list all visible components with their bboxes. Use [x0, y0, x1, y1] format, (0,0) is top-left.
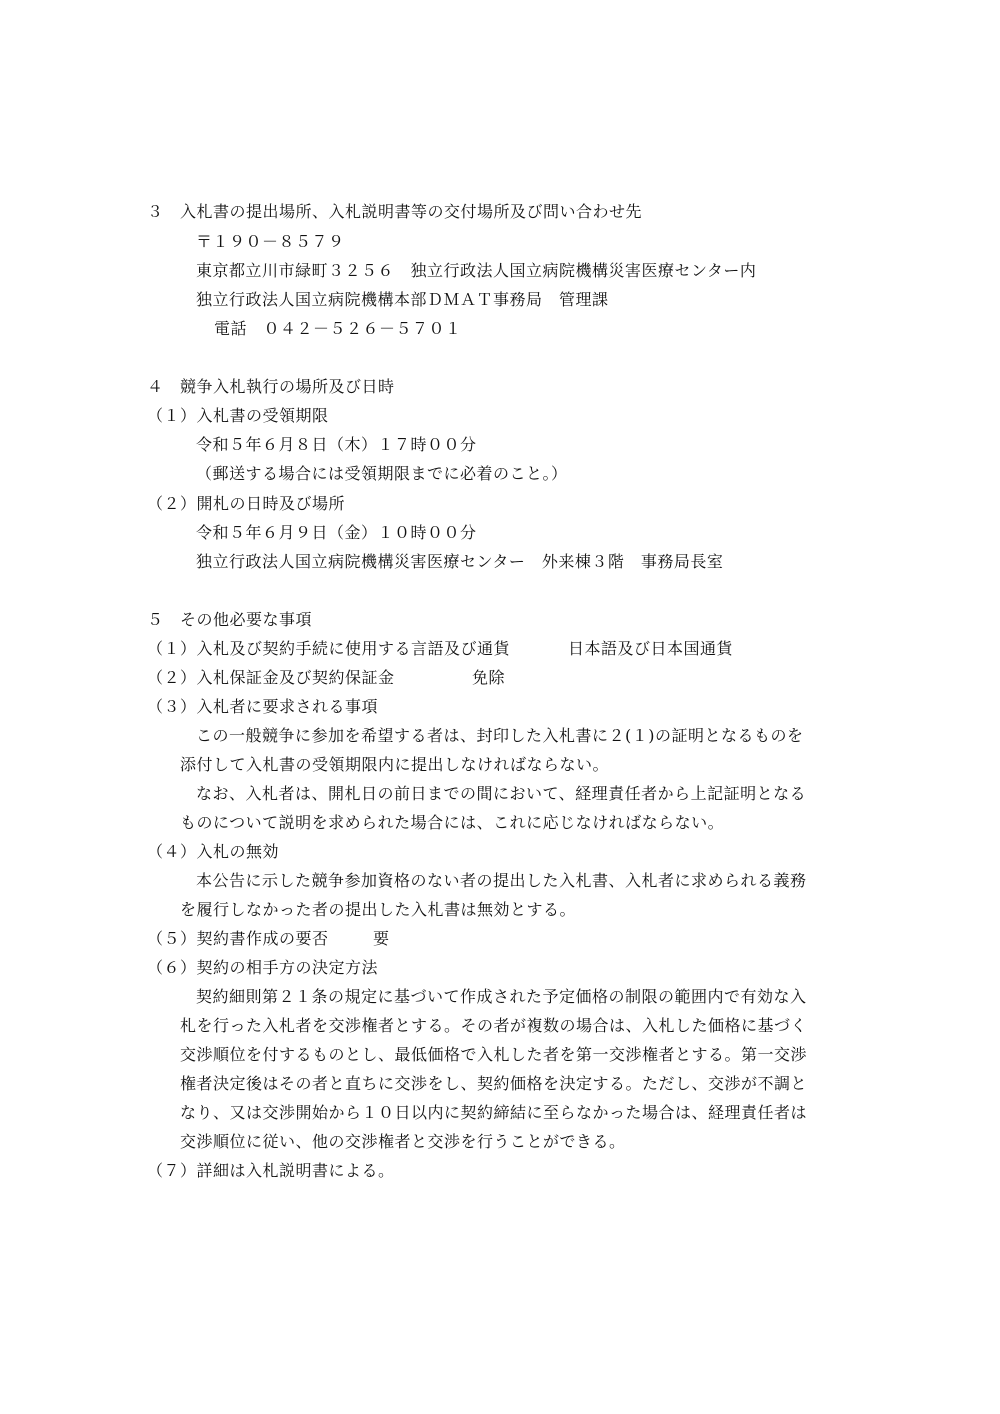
bid-deadline: 令和５年６月８日（木）１７時００分 — [196, 435, 477, 454]
item-3-paragraph-2-line-1: なお、入札者は、開札日の前日までの間において、経理責任者から上記証明となる — [196, 784, 807, 803]
section-5-item-1-title: （１）入札及び契約手続に使用する言語及び通貨 — [147, 639, 511, 658]
item-4-line-1: 本公告に示した競争参加資格のない者の提出した入札書、入札者に求められる義務 — [196, 871, 807, 890]
deposit-value: 免除 — [472, 668, 506, 687]
section-5-item-4-title: （４）入札の無効 — [147, 842, 280, 861]
section-3-heading: ３ 入札書の提出場所、入札説明書等の交付場所及び問い合わせ先 — [147, 202, 643, 221]
item-3-paragraph-1-line-2: 添付して入札書の受領期限内に提出しなければならない。 — [180, 755, 610, 774]
opening-date: 令和５年６月９日（金）１０時００分 — [196, 523, 477, 542]
item-6-line-5: なり、又は交渉開始から１０日以内に契約締結に至らなかった場合は、経理責任者は — [180, 1103, 808, 1122]
section-5-item-7: （７）詳細は入札説明書による。 — [147, 1161, 395, 1180]
phone-number: 電話 ０４２－５２６－５７０１ — [214, 319, 462, 338]
item-6-line-2: 札を行った入札者を交渉権者とする。その者が複数の場合は、入札した価格に基づく — [180, 1016, 808, 1035]
item-4-line-2: を履行しなかった者の提出した入札書は無効とする。 — [180, 900, 577, 919]
section-5-item-6-title: （６）契約の相手方の決定方法 — [147, 958, 379, 977]
item-6-line-6: 交渉順位に従い、他の交渉権者と交渉を行うことができる。 — [180, 1132, 626, 1151]
opening-place: 独立行政法人国立病院機構災害医療センター 外来棟３階 事務局長室 — [196, 552, 724, 571]
item-6-line-1: 契約細則第２１条の規定に基づいて作成された予定価格の制限の範囲内で有効な入 — [196, 987, 807, 1006]
mailing-note: （郵送する場合には受領期限までに必着のこと。） — [196, 464, 568, 483]
section-5-heading: ５ その他必要な事項 — [147, 610, 313, 629]
section-5-item-5-title: （５）契約書作成の要否 — [147, 929, 329, 948]
item-3-paragraph-1-line-1: この一般競争に参加を希望する者は、封印した入札書に２(１)の証明となるものを — [196, 726, 804, 745]
contract-required-value: 要 — [373, 929, 390, 948]
department: 独立行政法人国立病院機構本部ＤＭＡＴ事務局 管理課 — [196, 290, 609, 309]
section-4-heading: ４ 競争入札執行の場所及び日時 — [147, 377, 395, 396]
section-4-item-2-title: （２）開札の日時及び場所 — [147, 494, 346, 513]
address: 東京都立川市緑町３２５６ 独立行政法人国立病院機構災害医療センター内 — [196, 261, 757, 280]
section-4-item-1-title: （１）入札書の受領期限 — [147, 406, 329, 425]
item-6-line-4: 権者決定後はその者と直ちに交渉をし、契約価格を決定する。ただし、交渉が不調と — [180, 1074, 808, 1093]
section-5-item-2-title: （２）入札保証金及び契約保証金 — [147, 668, 395, 687]
section-5-item-3-title: （３）入札者に要求される事項 — [147, 697, 379, 716]
language-currency-value: 日本語及び日本国通貨 — [568, 639, 734, 658]
item-6-line-3: 交渉順位を付するものとし、最低価格で入札した者を第一交渉権者とする。第一交渉 — [180, 1045, 808, 1064]
item-3-paragraph-2-line-2: ものについて説明を求められた場合には、これに応じなければならない。 — [180, 813, 725, 832]
postal-code: 〒１９０－８５７９ — [196, 232, 345, 251]
